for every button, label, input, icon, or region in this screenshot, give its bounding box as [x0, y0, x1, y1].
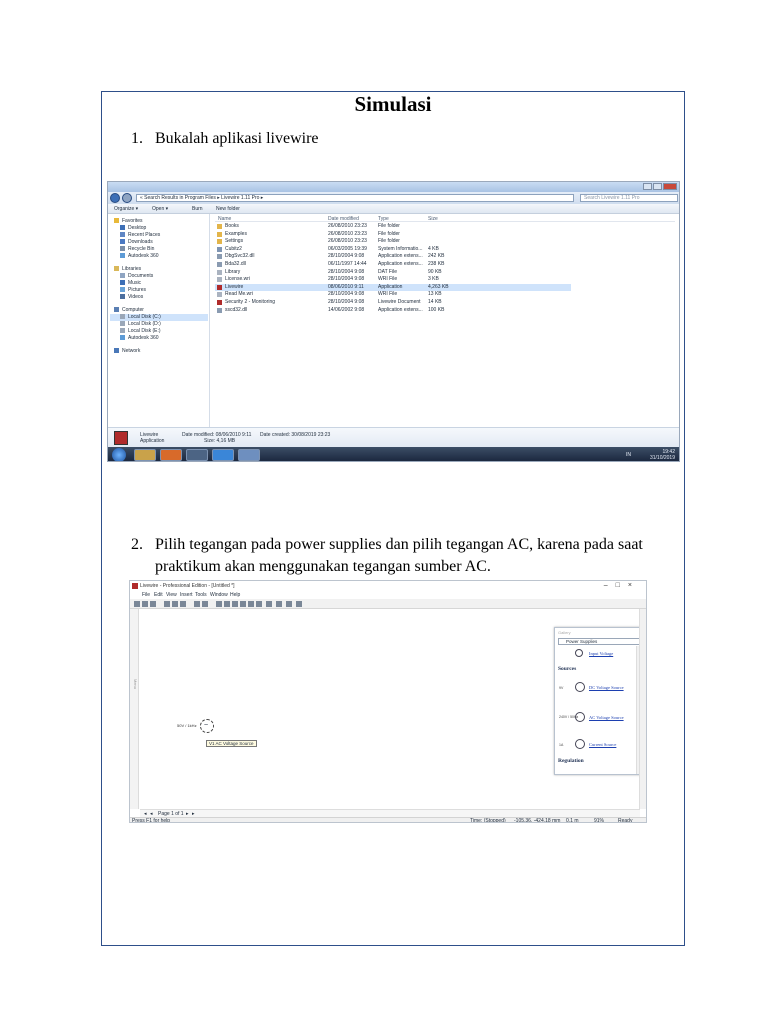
file-type: WRI File: [378, 291, 398, 298]
details-pane: [108, 427, 679, 447]
file-type: System Informatio...: [378, 245, 423, 252]
nav-desktop[interactable]: Desktop: [120, 225, 146, 232]
file-size: 238 KB: [428, 261, 445, 267]
file-icon: [217, 254, 222, 259]
details-created: Date created: 30/08/2019 23:23: [260, 432, 331, 438]
gallery-title: Gallery: [558, 630, 571, 635]
file-row[interactable]: [215, 253, 571, 260]
network-icon: [114, 348, 119, 353]
drive-icon: [120, 321, 125, 326]
save-icon[interactable]: [150, 601, 156, 607]
file-date: 28/10/2004 9:08: [328, 299, 365, 305]
file-date: 08/06/2010 9:11: [328, 283, 364, 290]
nav-local-disk-e[interactable]: Local Disk (E:): [120, 328, 161, 335]
app-thumbnail-icon: [114, 431, 128, 445]
step-text: Pilih tegangan pada power supplies dan pilih tegangan AC, karena pada saat praktikum akan menggunakan tegangan sumber AC.: [155, 536, 643, 575]
taskbar-app-icon[interactable]: [238, 449, 260, 461]
nav-local-disk-c[interactable]: Local Disk (C:): [110, 314, 208, 321]
step-number: 2.: [131, 536, 143, 553]
canvas-vertical-scrollbar[interactable]: [639, 609, 646, 809]
stop-icon[interactable]: [266, 601, 272, 607]
file-row[interactable]: [215, 238, 571, 245]
page-label: Page 1 of 1: [158, 811, 184, 817]
file-name: DbgSvc32.dll: [225, 253, 255, 260]
page-title: Simulasi: [354, 92, 432, 116]
nav-recycle-bin[interactable]: Recycle Bin: [120, 246, 154, 253]
file-size: 4,263 KB: [428, 283, 449, 290]
sine-wave-icon: ~: [204, 722, 209, 729]
window-controls[interactable]: –□×: [603, 582, 640, 589]
file-name: Read Me.wri: [225, 291, 254, 298]
close-icon[interactable]: [663, 183, 677, 190]
nav-favorites[interactable]: Favorites: [114, 218, 143, 225]
next-page-icon[interactable]: ▸: [186, 811, 189, 817]
file-row[interactable]: [215, 223, 571, 230]
nav-pictures[interactable]: Pictures: [120, 287, 146, 294]
drive-icon: [120, 328, 125, 333]
start-button[interactable]: [112, 448, 126, 462]
file-date: 06/11/1997 14:44: [328, 261, 367, 267]
file-row[interactable]: [215, 299, 571, 306]
column-size[interactable]: Size: [428, 216, 438, 222]
menu-view[interactable]: View: [166, 592, 177, 598]
sources-heading: Sources: [558, 666, 577, 672]
current-source-icon[interactable]: [575, 739, 585, 749]
gallery-ac-voltage-source[interactable]: AC Voltage Source: [589, 715, 624, 720]
status-zoom: 91%: [594, 818, 605, 823]
file-icon: [217, 277, 222, 282]
menu-file[interactable]: File: [142, 592, 151, 598]
file-name: Books: [225, 223, 239, 229]
nav-network[interactable]: Network: [114, 348, 140, 355]
step-2: [131, 534, 671, 580]
livewire-titlebar: [130, 581, 646, 591]
status-coords: -105.36, -424.18 mm: [514, 818, 561, 823]
cut-icon[interactable]: [164, 601, 170, 607]
window-title: Livewire - Professional Edition - [Untitled *]: [140, 583, 235, 589]
file-icon: [217, 300, 222, 305]
file-type: Application: [378, 283, 403, 290]
drive-icon: [120, 314, 125, 319]
file-icon: [217, 247, 222, 252]
menu-tools[interactable]: Tools: [195, 592, 207, 598]
file-icon: [217, 292, 222, 297]
livewire-screenshot: [129, 580, 647, 823]
file-date: 26/08/2010 23:23: [328, 223, 367, 229]
downloads-icon: [120, 239, 125, 244]
select-icon[interactable]: [216, 601, 222, 607]
details-modified: Date modified: 08/06/2010 9:11: [182, 432, 252, 438]
file-size: 242 KB: [428, 253, 445, 260]
folder-icon: [217, 239, 222, 244]
cloud-icon: [120, 335, 125, 340]
side-tab-menu[interactable]: Menu: [133, 679, 138, 690]
explorer-toolbar: [108, 204, 679, 214]
record-icon[interactable]: [296, 601, 302, 607]
file-size: 3 KB: [428, 276, 439, 283]
file-type: File folder: [378, 238, 400, 245]
rotate-icon[interactable]: [240, 601, 246, 607]
file-date: 26/08/2010 23:23: [328, 230, 367, 237]
explorer-titlebar: [108, 182, 679, 192]
menu-edit[interactable]: Edit: [154, 592, 163, 598]
file-row[interactable]: [215, 284, 571, 291]
file-type: WRI File: [378, 276, 398, 283]
file-date: 28/10/2004 9:08: [328, 253, 365, 260]
zoom-icon[interactable]: [232, 601, 238, 607]
wire-icon[interactable]: [224, 601, 230, 607]
side-panel[interactable]: [130, 609, 139, 809]
column-type[interactable]: Type: [378, 216, 389, 222]
file-icon: [217, 270, 222, 275]
prev-page-icon[interactable]: ◂: [150, 811, 153, 817]
folder-icon: [217, 232, 222, 237]
regulation-heading: Regulation: [558, 758, 584, 764]
recent-icon: [120, 232, 125, 237]
nav-recent-places[interactable]: Recent Places: [120, 232, 160, 239]
taskbar-explorer-icon[interactable]: [134, 449, 156, 461]
file-date: 14/06/2002 9:08: [328, 306, 365, 313]
undo-icon[interactable]: [194, 601, 200, 607]
new-icon[interactable]: [134, 601, 140, 607]
status-grid: 0.1 m: [566, 818, 579, 823]
desktop-icon: [120, 225, 125, 230]
address-bar-row: [108, 192, 679, 204]
current-source-value: 1A: [559, 743, 564, 747]
file-row[interactable]: [215, 246, 571, 253]
file-name: Bda32.dll: [225, 261, 246, 267]
file-type: File folder: [378, 223, 400, 229]
source-value-label: 50V / 1kHz: [177, 723, 197, 728]
file-size: 14 KB: [428, 299, 442, 305]
gallery-current-source[interactable]: Current Source: [589, 742, 617, 747]
toolbar: [130, 599, 646, 609]
file-name: sscd32.dll: [225, 306, 248, 313]
open-icon[interactable]: [142, 601, 148, 607]
file-size: 13 KB: [428, 291, 442, 298]
computer-icon: [114, 307, 119, 312]
open-button[interactable]: Open ▾: [152, 206, 169, 212]
explorer-screenshot: [107, 181, 680, 462]
file-row[interactable]: [215, 269, 571, 276]
star-icon: [114, 218, 119, 223]
status-time: Time: (Stopped): [470, 818, 506, 823]
cloud-icon: [120, 253, 125, 258]
file-date: 06/03/2005 19:39: [328, 245, 367, 252]
address-bar[interactable]: « Search Results in Program Files ▸ Livewire 1.11 Pro ▸: [136, 194, 574, 202]
livewire-app-icon: [132, 583, 138, 589]
recycle-bin-icon: [120, 246, 125, 251]
file-type: File folder: [378, 230, 400, 237]
pictures-icon: [120, 287, 125, 292]
taskbar: [108, 447, 679, 462]
file-icon: [217, 262, 222, 267]
ac-source-icon[interactable]: [575, 712, 585, 722]
category-select[interactable]: Power Supplies: [558, 638, 641, 645]
details-kind: Application: [140, 438, 165, 444]
file-date: 28/10/2004 9:08: [328, 268, 365, 275]
file-name: Security 2 - Monitoring: [225, 299, 276, 305]
file-row[interactable]: [215, 231, 571, 238]
gallery-dc-voltage-source[interactable]: DC Voltage Source: [589, 685, 624, 690]
last-page-icon[interactable]: ▸: [192, 811, 195, 817]
nav-libraries[interactable]: Libraries: [114, 266, 141, 273]
nav-music[interactable]: Music: [120, 280, 141, 287]
status-help: Press F1 for help: [132, 818, 171, 823]
copy-icon[interactable]: [172, 601, 178, 607]
clock-date: 31/10/2019: [649, 455, 675, 461]
maximize-icon[interactable]: [653, 183, 662, 190]
file-icon: [217, 308, 222, 313]
documents-icon: [120, 273, 125, 278]
search-input[interactable]: Search Livewire 1.11 Pro: [580, 194, 678, 202]
burn-button[interactable]: Burn: [192, 206, 203, 212]
file-name: Examples: [225, 230, 247, 237]
file-name: Cubitz2: [225, 245, 242, 252]
status-state: Ready: [618, 818, 633, 823]
file-name: License.wri: [225, 276, 251, 283]
menu-help[interactable]: Help: [230, 592, 241, 598]
window-controls: [643, 183, 677, 190]
file-row[interactable]: [215, 291, 571, 298]
gallery-input-voltage[interactable]: Input Voltage: [589, 651, 614, 656]
paste-icon[interactable]: [180, 601, 186, 607]
circuit-canvas[interactable]: [140, 609, 640, 807]
file-name: Livewire: [225, 283, 244, 290]
file-date: 28/10/2004 9:08: [328, 276, 365, 283]
ac-source-value: 240V / 50Hz: [559, 715, 579, 719]
file-type: Application extens...: [378, 306, 423, 313]
step-1: [131, 128, 671, 150]
taskbar-app-icon[interactable]: [212, 449, 234, 461]
file-type: Application extens...: [378, 253, 423, 260]
file-size: 4 KB: [428, 245, 439, 252]
file-size: 90 KB: [428, 268, 442, 275]
nav-documents[interactable]: Documents: [120, 273, 153, 280]
new-folder-button[interactable]: New folder: [216, 206, 240, 212]
delete-icon[interactable]: [256, 601, 262, 607]
column-date[interactable]: Date modified: [328, 216, 359, 222]
menu-window[interactable]: Window: [210, 592, 228, 598]
file-row[interactable]: [215, 307, 571, 314]
nav-autodesk[interactable]: Autodesk 360: [120, 253, 159, 260]
file-type: DAT File: [378, 268, 397, 275]
clock[interactable]: [650, 449, 675, 461]
redo-icon[interactable]: [202, 601, 208, 607]
status-bar: [130, 817, 646, 823]
file-icon: [217, 285, 222, 290]
nav-computer[interactable]: Computer: [114, 307, 144, 314]
nav-local-disk-d[interactable]: Local Disk (D:): [120, 321, 161, 328]
first-page-icon[interactable]: ◂: [144, 811, 147, 817]
probe-icon[interactable]: [248, 601, 254, 607]
file-name: Library: [225, 268, 241, 275]
column-name[interactable]: Name: [218, 216, 232, 222]
nav-downloads[interactable]: Downloads: [120, 239, 153, 246]
music-icon: [120, 280, 125, 285]
details-name: Livewire: [140, 432, 159, 438]
navigation-pane: [108, 214, 210, 438]
component-tooltip: V1 AC Voltage Source: [206, 740, 257, 747]
nav-autodesk-computer[interactable]: Autodesk 360: [120, 335, 159, 342]
taskbar-app-icon[interactable]: [186, 449, 208, 461]
input-voltage-icon[interactable]: [575, 649, 583, 657]
library-icon: [114, 266, 119, 271]
pause-icon[interactable]: [286, 601, 292, 607]
dc-source-value: 9V: [559, 686, 564, 690]
file-row[interactable]: [215, 261, 571, 268]
menu-bar: [130, 591, 646, 599]
step-number: 1.: [131, 130, 143, 147]
file-row[interactable]: [215, 276, 571, 283]
file-list-header: [215, 215, 675, 222]
minimize-icon[interactable]: [643, 183, 652, 190]
tray-language[interactable]: IN: [626, 452, 631, 458]
file-type: Livewire Document: [378, 299, 421, 305]
gallery-panel: [554, 627, 642, 775]
nav-videos[interactable]: Videos: [120, 294, 143, 301]
back-icon[interactable]: [110, 193, 120, 203]
file-date: 26/08/2010 23:23: [328, 238, 367, 245]
folder-icon: [217, 224, 222, 229]
dc-source-icon[interactable]: [575, 682, 585, 692]
file-type: Application extens...: [378, 261, 423, 267]
taskbar-firefox-icon[interactable]: [160, 449, 182, 461]
step-text: Bukalah aplikasi livewire: [155, 130, 319, 147]
file-name: Settings: [225, 238, 244, 245]
file-date: 28/10/2004 9:08: [328, 291, 365, 298]
forward-icon[interactable]: [122, 193, 132, 203]
clock-time: 19:42: [662, 449, 675, 455]
details-size: Size: 4,16 MB: [204, 438, 236, 444]
videos-icon: [120, 294, 125, 299]
page-navigator: [140, 809, 640, 817]
run-icon[interactable]: [276, 601, 282, 607]
file-size: 100 KB: [428, 306, 445, 313]
organize-button[interactable]: Organize ▾: [114, 206, 139, 212]
menu-insert[interactable]: Insert: [180, 592, 193, 598]
